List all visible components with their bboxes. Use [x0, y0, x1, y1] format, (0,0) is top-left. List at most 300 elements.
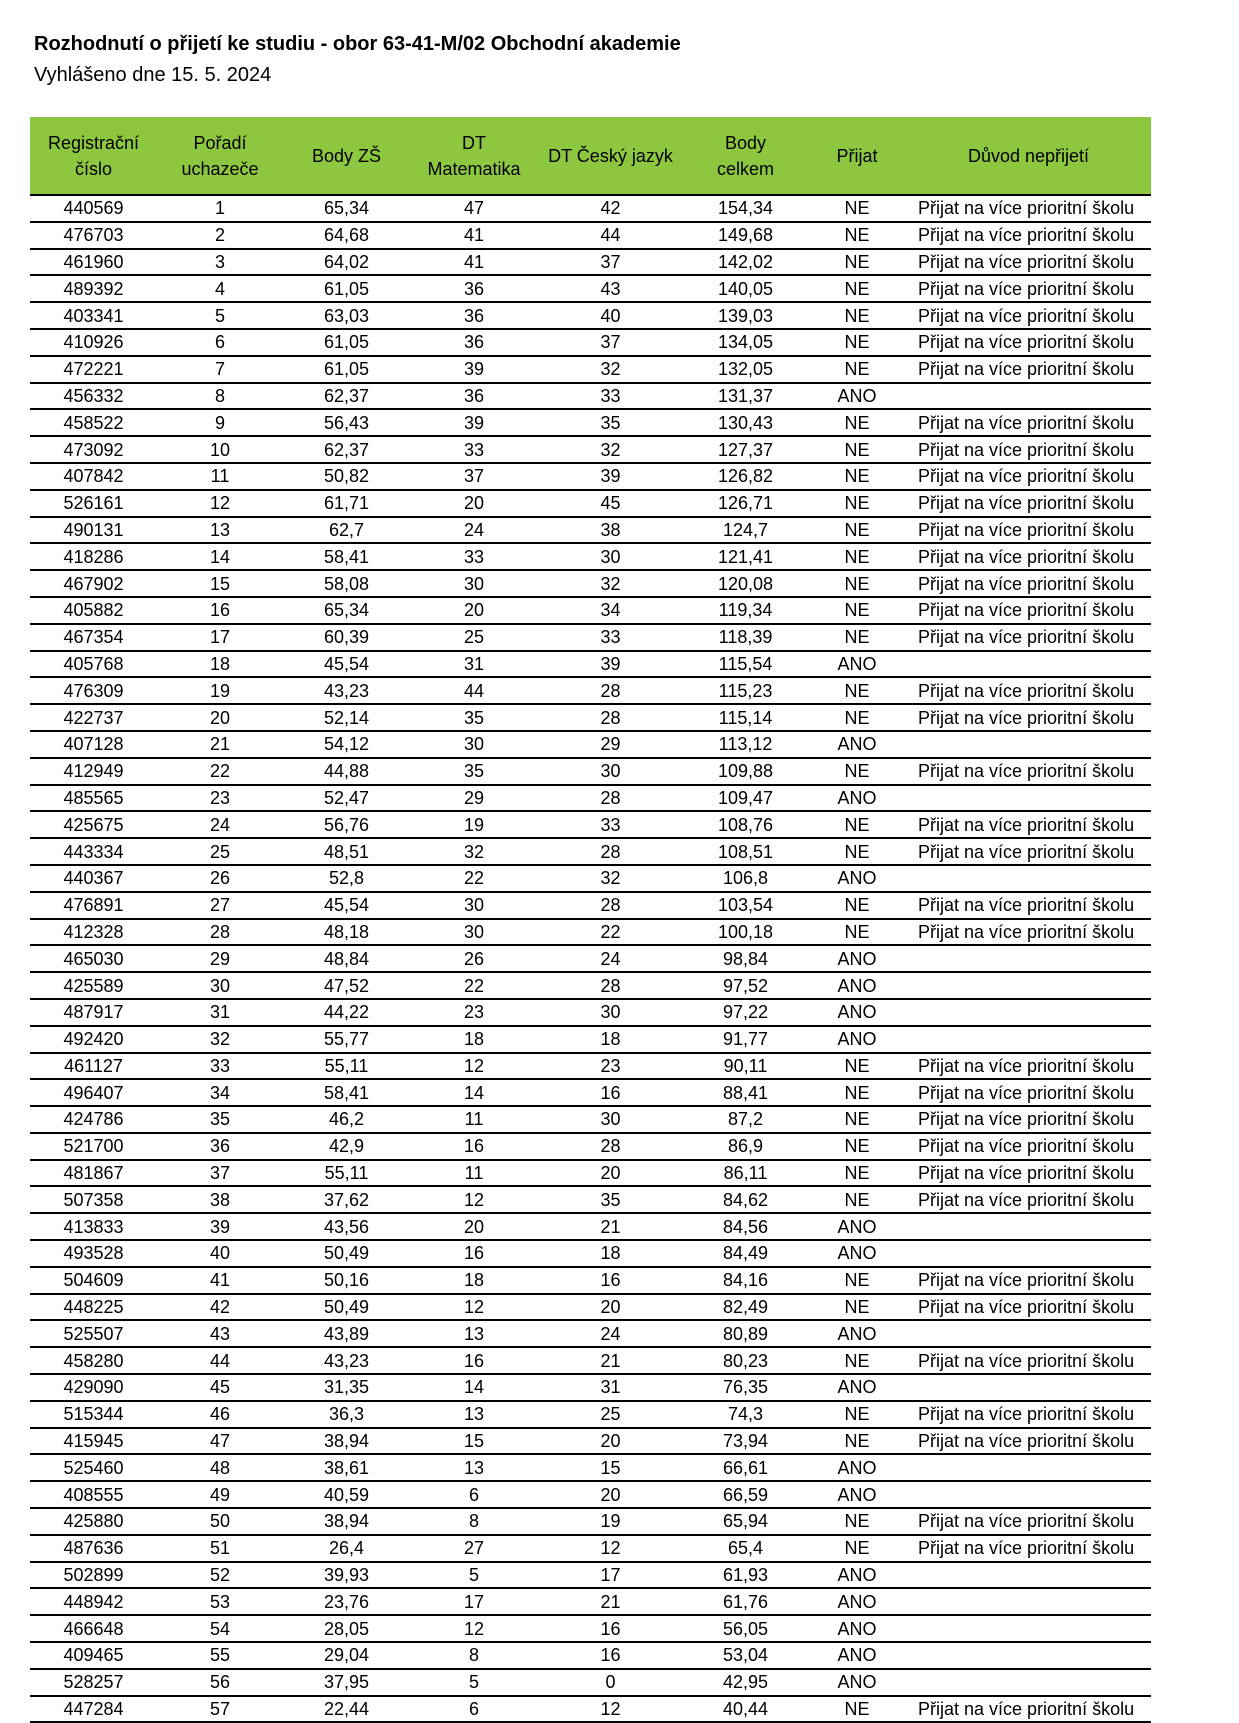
cell-registration-number: 481867	[30, 1160, 157, 1187]
table-row	[30, 1374, 1151, 1401]
cell-points-primary-school: 37,62	[283, 1186, 410, 1213]
cell-dt-math: 12	[410, 1186, 538, 1213]
cell-dt-math: 14	[410, 1079, 538, 1106]
cell-points-primary-school: 29,04	[283, 1642, 410, 1669]
table-row	[30, 1454, 1151, 1481]
cell-dt-czech: 28	[538, 1133, 683, 1160]
cell-points-primary-school: 52,14	[283, 704, 410, 731]
cell-admitted: NE	[808, 1401, 906, 1428]
table-row	[30, 1213, 1151, 1240]
column-header-line: DT Český jazyk	[548, 145, 673, 166]
cell-dt-math: 12	[410, 1053, 538, 1080]
table-row	[30, 1240, 1151, 1267]
cell-points-primary-school: 62,37	[283, 383, 410, 410]
cell-registration-number: 487917	[30, 999, 157, 1026]
table-row	[30, 195, 1151, 222]
cell-registration-number: 412328	[30, 919, 157, 946]
column-header-line: celkem	[716, 158, 774, 179]
rejection-reason-text: Přijat na více prioritní školu	[918, 1297, 1135, 1318]
cell-points-primary-school: 43,89	[283, 1320, 410, 1347]
table-row	[30, 1428, 1151, 1455]
cell-applicant-rank: 56	[157, 1669, 283, 1696]
cell-dt-math: 11	[410, 1106, 538, 1133]
cell-admitted: NE	[808, 1347, 906, 1374]
cell-rejection-reason	[906, 785, 1151, 812]
table-row	[30, 945, 1151, 972]
cell-registration-number: 465030	[30, 945, 157, 972]
cell-applicant-rank: 7	[157, 356, 283, 383]
cell-points-primary-school: 65,34	[283, 195, 410, 222]
cell-dt-czech: 34	[538, 597, 683, 624]
cell-applicant-rank: 40	[157, 1240, 283, 1267]
cell-points-total: 61,93	[683, 1562, 808, 1589]
cell-dt-czech: 32	[538, 865, 683, 892]
cell-points-total: 86,11	[683, 1160, 808, 1187]
cell-points-primary-school: 36,3	[283, 1401, 410, 1428]
cell-points-total: 154,34	[683, 195, 808, 222]
rejection-reason-text: Přijat na více prioritní školu	[918, 412, 1135, 433]
cell-points-total: 134,05	[683, 329, 808, 356]
cell-points-primary-school: 48,18	[283, 919, 410, 946]
cell-points-total: 97,22	[683, 999, 808, 1026]
cell-rejection-reason	[906, 1079, 1151, 1106]
cell-dt-math: 16	[410, 1133, 538, 1160]
cell-rejection-reason	[906, 1133, 1151, 1160]
cell-points-total: 132,05	[683, 356, 808, 383]
cell-applicant-rank: 10	[157, 436, 283, 463]
cell-rejection-reason	[906, 919, 1151, 946]
cell-dt-czech: 37	[538, 249, 683, 276]
cell-dt-math: 6	[410, 1481, 538, 1508]
cell-points-primary-school: 61,05	[283, 329, 410, 356]
cell-rejection-reason	[906, 838, 1151, 865]
cell-admitted: ANO	[808, 1213, 906, 1240]
cell-applicant-rank: 14	[157, 543, 283, 570]
cell-dt-math: 13	[410, 1401, 538, 1428]
cell-dt-math: 5	[410, 1669, 538, 1696]
table-row	[30, 838, 1151, 865]
table-row	[30, 651, 1151, 678]
cell-admitted: NE	[808, 463, 906, 490]
cell-points-primary-school: 28,05	[283, 1615, 410, 1642]
cell-dt-math: 19	[410, 811, 538, 838]
cell-registration-number: 425589	[30, 972, 157, 999]
cell-admitted: ANO	[808, 383, 906, 410]
rejection-reason-text: Přijat na více prioritní školu	[918, 1109, 1135, 1130]
table-row	[30, 275, 1151, 302]
cell-points-primary-school: 43,56	[283, 1213, 410, 1240]
rejection-reason-text: Přijat na více prioritní školu	[918, 921, 1135, 942]
cell-points-total: 108,76	[683, 811, 808, 838]
cell-admitted: ANO	[808, 972, 906, 999]
cell-rejection-reason	[906, 758, 1151, 785]
cell-admitted: ANO	[808, 1669, 906, 1696]
cell-rejection-reason	[906, 811, 1151, 838]
cell-points-primary-school: 58,41	[283, 1079, 410, 1106]
cell-dt-czech: 28	[538, 785, 683, 812]
cell-dt-math: 30	[410, 919, 538, 946]
cell-admitted: NE	[808, 543, 906, 570]
cell-registration-number: 476703	[30, 222, 157, 249]
cell-applicant-rank: 25	[157, 838, 283, 865]
cell-rejection-reason	[906, 1347, 1151, 1374]
cell-rejection-reason	[906, 865, 1151, 892]
cell-dt-czech: 18	[538, 1240, 683, 1267]
table-row	[30, 999, 1151, 1026]
cell-registration-number: 424786	[30, 1106, 157, 1133]
cell-points-primary-school: 26,4	[283, 1535, 410, 1562]
cell-applicant-rank: 30	[157, 972, 283, 999]
cell-applicant-rank: 9	[157, 409, 283, 436]
table-row	[30, 1133, 1151, 1160]
cell-applicant-rank: 47	[157, 1428, 283, 1455]
cell-rejection-reason	[906, 1535, 1151, 1562]
cell-points-primary-school: 52,8	[283, 865, 410, 892]
cell-admitted: NE	[808, 1106, 906, 1133]
cell-applicant-rank: 33	[157, 1053, 283, 1080]
cell-dt-czech: 30	[538, 758, 683, 785]
table-row	[30, 1401, 1151, 1428]
cell-admitted: NE	[808, 1267, 906, 1294]
rejection-reason-text: Přijat na více prioritní školu	[918, 251, 1135, 272]
cell-registration-number: 485565	[30, 785, 157, 812]
table-row	[30, 892, 1151, 919]
table-row	[30, 490, 1151, 517]
rejection-reason-text: Přijat na více prioritní školu	[918, 332, 1135, 353]
cell-dt-czech: 16	[538, 1267, 683, 1294]
cell-dt-czech: 33	[538, 811, 683, 838]
cell-points-total: 84,16	[683, 1267, 808, 1294]
table-row	[30, 356, 1151, 383]
rejection-reason-text: Přijat na více prioritní školu	[918, 1270, 1135, 1291]
cell-rejection-reason	[906, 302, 1151, 329]
cell-applicant-rank: 44	[157, 1347, 283, 1374]
cell-rejection-reason	[906, 651, 1151, 678]
cell-registration-number: 405768	[30, 651, 157, 678]
cell-dt-math: 16	[410, 1347, 538, 1374]
cell-rejection-reason	[906, 1267, 1151, 1294]
cell-points-primary-school: 50,49	[283, 1240, 410, 1267]
cell-points-total: 40,44	[683, 1696, 808, 1723]
cell-registration-number: 408555	[30, 1481, 157, 1508]
cell-dt-czech: 33	[538, 383, 683, 410]
table-row	[30, 302, 1151, 329]
cell-rejection-reason	[906, 490, 1151, 517]
cell-dt-math: 30	[410, 570, 538, 597]
table-row	[30, 1588, 1151, 1615]
cell-rejection-reason	[906, 1508, 1151, 1535]
cell-points-primary-school: 58,08	[283, 570, 410, 597]
rejection-reason-text: Přijat na více prioritní školu	[918, 895, 1135, 916]
cell-points-total: 56,05	[683, 1615, 808, 1642]
table-row	[30, 1160, 1151, 1187]
cell-registration-number: 447284	[30, 1696, 157, 1723]
cell-applicant-rank: 37	[157, 1160, 283, 1187]
cell-rejection-reason	[906, 1696, 1151, 1723]
rejection-reason-text: Přijat na více prioritní školu	[918, 1055, 1135, 1076]
cell-admitted: NE	[808, 249, 906, 276]
cell-dt-czech: 40	[538, 302, 683, 329]
cell-admitted: NE	[808, 1079, 906, 1106]
cell-admitted: NE	[808, 195, 906, 222]
cell-points-total: 126,71	[683, 490, 808, 517]
cell-applicant-rank: 12	[157, 490, 283, 517]
cell-rejection-reason	[906, 1053, 1151, 1080]
cell-admitted: NE	[808, 1294, 906, 1321]
cell-points-primary-school: 23,76	[283, 1588, 410, 1615]
column-header-registration-number	[30, 117, 157, 195]
cell-dt-czech: 37	[538, 329, 683, 356]
cell-points-total: 84,56	[683, 1213, 808, 1240]
cell-points-primary-school: 42,9	[283, 1133, 410, 1160]
cell-dt-math: 8	[410, 1642, 538, 1669]
cell-rejection-reason	[906, 1562, 1151, 1589]
cell-points-total: 106,8	[683, 865, 808, 892]
table-row	[30, 731, 1151, 758]
column-header-line: Důvod nepřijetí	[967, 145, 1090, 166]
cell-registration-number: 403341	[30, 302, 157, 329]
cell-registration-number: 410926	[30, 329, 157, 356]
cell-admitted: ANO	[808, 1615, 906, 1642]
cell-admitted: NE	[808, 1535, 906, 1562]
table-row	[30, 1267, 1151, 1294]
cell-rejection-reason	[906, 892, 1151, 919]
cell-dt-czech: 29	[538, 731, 683, 758]
announcement-date: Vyhlášeno dne 15. 5. 2024	[34, 64, 272, 86]
cell-dt-czech: 28	[538, 838, 683, 865]
cell-registration-number: 490131	[30, 517, 157, 544]
cell-rejection-reason	[906, 356, 1151, 383]
cell-admitted: ANO	[808, 1454, 906, 1481]
cell-admitted: NE	[808, 329, 906, 356]
cell-applicant-rank: 27	[157, 892, 283, 919]
cell-dt-math: 15	[410, 1428, 538, 1455]
cell-points-total: 109,47	[683, 785, 808, 812]
cell-points-total: 42,95	[683, 1669, 808, 1696]
cell-admitted: NE	[808, 838, 906, 865]
rejection-reason-text: Přijat na více prioritní školu	[918, 600, 1135, 621]
rejection-reason-text: Přijat na více prioritní školu	[918, 1082, 1135, 1103]
cell-dt-math: 32	[410, 838, 538, 865]
cell-dt-czech: 43	[538, 275, 683, 302]
cell-applicant-rank: 46	[157, 1401, 283, 1428]
rejection-reason-text: Přijat na více prioritní školu	[918, 1404, 1135, 1425]
cell-points-primary-school: 50,49	[283, 1294, 410, 1321]
cell-points-primary-school: 54,12	[283, 731, 410, 758]
cell-dt-math: 11	[410, 1160, 538, 1187]
cell-registration-number: 525460	[30, 1454, 157, 1481]
cell-rejection-reason	[906, 463, 1151, 490]
rejection-reason-text: Přijat na více prioritní školu	[918, 1189, 1135, 1210]
cell-dt-math: 12	[410, 1615, 538, 1642]
cell-dt-czech: 30	[538, 1106, 683, 1133]
cell-rejection-reason	[906, 1374, 1151, 1401]
cell-dt-czech: 42	[538, 195, 683, 222]
cell-rejection-reason	[906, 1186, 1151, 1213]
cell-applicant-rank: 52	[157, 1562, 283, 1589]
cell-dt-math: 36	[410, 329, 538, 356]
cell-applicant-rank: 53	[157, 1588, 283, 1615]
cell-applicant-rank: 28	[157, 919, 283, 946]
cell-points-total: 84,49	[683, 1240, 808, 1267]
column-header-admitted	[808, 117, 906, 195]
column-header-line: Registrační	[47, 132, 140, 153]
cell-points-primary-school: 64,02	[283, 249, 410, 276]
cell-admitted: NE	[808, 704, 906, 731]
cell-admitted: ANO	[808, 651, 906, 678]
cell-registration-number: 476309	[30, 677, 157, 704]
cell-dt-math: 39	[410, 409, 538, 436]
cell-admitted: NE	[808, 1133, 906, 1160]
cell-points-primary-school: 44,22	[283, 999, 410, 1026]
cell-rejection-reason	[906, 1401, 1151, 1428]
cell-registration-number: 458522	[30, 409, 157, 436]
cell-rejection-reason	[906, 517, 1151, 544]
cell-dt-math: 41	[410, 222, 538, 249]
cell-registration-number: 425675	[30, 811, 157, 838]
cell-applicant-rank: 39	[157, 1213, 283, 1240]
cell-dt-czech: 24	[538, 1320, 683, 1347]
cell-dt-czech: 22	[538, 919, 683, 946]
cell-dt-math: 23	[410, 999, 538, 1026]
cell-registration-number: 458280	[30, 1347, 157, 1374]
table-row	[30, 811, 1151, 838]
cell-points-primary-school: 58,41	[283, 543, 410, 570]
cell-admitted: ANO	[808, 1374, 906, 1401]
cell-applicant-rank: 54	[157, 1615, 283, 1642]
cell-registration-number: 456332	[30, 383, 157, 410]
cell-points-primary-school: 63,03	[283, 302, 410, 329]
cell-applicant-rank: 36	[157, 1133, 283, 1160]
cell-dt-math: 18	[410, 1267, 538, 1294]
cell-points-primary-school: 22,44	[283, 1696, 410, 1723]
cell-registration-number: 515344	[30, 1401, 157, 1428]
rejection-reason-text: Přijat na více prioritní školu	[918, 225, 1135, 246]
cell-points-primary-school: 38,61	[283, 1454, 410, 1481]
cell-dt-czech: 12	[538, 1696, 683, 1723]
cell-dt-math: 20	[410, 490, 538, 517]
cell-applicant-rank: 13	[157, 517, 283, 544]
cell-dt-math: 36	[410, 383, 538, 410]
cell-rejection-reason	[906, 543, 1151, 570]
cell-admitted: ANO	[808, 785, 906, 812]
cell-points-total: 61,76	[683, 1588, 808, 1615]
rejection-reason-text: Přijat na více prioritní školu	[918, 305, 1135, 326]
cell-registration-number: 448942	[30, 1588, 157, 1615]
cell-dt-czech: 28	[538, 972, 683, 999]
cell-dt-math: 24	[410, 517, 538, 544]
cell-registration-number: 429090	[30, 1374, 157, 1401]
cell-points-total: 73,94	[683, 1428, 808, 1455]
cell-dt-czech: 21	[538, 1347, 683, 1374]
cell-rejection-reason	[906, 1320, 1151, 1347]
table-row	[30, 1294, 1151, 1321]
cell-registration-number: 476891	[30, 892, 157, 919]
cell-admitted: ANO	[808, 1026, 906, 1053]
cell-admitted: NE	[808, 624, 906, 651]
cell-points-total: 91,77	[683, 1026, 808, 1053]
cell-dt-math: 44	[410, 677, 538, 704]
table-body	[30, 195, 1151, 1722]
cell-points-primary-school: 31,35	[283, 1374, 410, 1401]
cell-points-total: 108,51	[683, 838, 808, 865]
cell-dt-math: 13	[410, 1454, 538, 1481]
cell-registration-number: 493528	[30, 1240, 157, 1267]
cell-registration-number: 472221	[30, 356, 157, 383]
cell-rejection-reason	[906, 1669, 1151, 1696]
cell-rejection-reason	[906, 222, 1151, 249]
cell-dt-czech: 32	[538, 356, 683, 383]
cell-points-total: 100,18	[683, 919, 808, 946]
cell-dt-czech: 25	[538, 1401, 683, 1428]
cell-dt-math: 14	[410, 1374, 538, 1401]
rejection-reason-text: Přijat na více prioritní školu	[918, 814, 1135, 835]
cell-admitted: NE	[808, 356, 906, 383]
cell-rejection-reason	[906, 597, 1151, 624]
cell-rejection-reason	[906, 409, 1151, 436]
cell-admitted: NE	[808, 302, 906, 329]
cell-registration-number: 507358	[30, 1186, 157, 1213]
cell-dt-czech: 0	[538, 1669, 683, 1696]
cell-points-primary-school: 43,23	[283, 1347, 410, 1374]
rejection-reason-text: Přijat na více prioritní školu	[918, 680, 1135, 701]
cell-admitted: NE	[808, 1508, 906, 1535]
cell-points-primary-school: 56,43	[283, 409, 410, 436]
cell-points-primary-school: 38,94	[283, 1428, 410, 1455]
table-row	[30, 972, 1151, 999]
column-header-line: Body ZŠ	[311, 145, 382, 166]
cell-dt-czech: 30	[538, 543, 683, 570]
cell-applicant-rank: 1	[157, 195, 283, 222]
cell-admitted: NE	[808, 1186, 906, 1213]
cell-points-total: 97,52	[683, 972, 808, 999]
cell-registration-number: 448225	[30, 1294, 157, 1321]
cell-rejection-reason	[906, 383, 1151, 410]
table-row	[30, 329, 1151, 356]
column-header-line: Matematika	[427, 158, 521, 179]
cell-points-total: 127,37	[683, 436, 808, 463]
rejection-reason-text: Přijat na více prioritní školu	[918, 466, 1135, 487]
cell-admitted: NE	[808, 811, 906, 838]
cell-applicant-rank: 23	[157, 785, 283, 812]
table-row	[30, 1696, 1151, 1723]
rejection-reason-text: Přijat na více prioritní školu	[918, 546, 1135, 567]
cell-applicant-rank: 42	[157, 1294, 283, 1321]
cell-registration-number: 461127	[30, 1053, 157, 1080]
cell-registration-number: 473092	[30, 436, 157, 463]
cell-registration-number: 487636	[30, 1535, 157, 1562]
cell-dt-math: 8	[410, 1508, 538, 1535]
cell-dt-czech: 24	[538, 945, 683, 972]
cell-dt-czech: 28	[538, 704, 683, 731]
cell-registration-number: 405882	[30, 597, 157, 624]
table-row	[30, 624, 1151, 651]
cell-registration-number: 412949	[30, 758, 157, 785]
cell-dt-czech: 20	[538, 1160, 683, 1187]
cell-admitted: ANO	[808, 999, 906, 1026]
cell-dt-czech: 21	[538, 1588, 683, 1615]
cell-registration-number: 407128	[30, 731, 157, 758]
rejection-reason-text: Přijat na více prioritní školu	[918, 1699, 1135, 1720]
cell-applicant-rank: 51	[157, 1535, 283, 1562]
cell-points-primary-school: 37,95	[283, 1669, 410, 1696]
cell-registration-number: 528257	[30, 1669, 157, 1696]
cell-dt-math: 5	[410, 1562, 538, 1589]
cell-rejection-reason	[906, 1106, 1151, 1133]
cell-dt-czech: 45	[538, 490, 683, 517]
cell-points-primary-school: 61,71	[283, 490, 410, 517]
cell-points-primary-school: 44,88	[283, 758, 410, 785]
